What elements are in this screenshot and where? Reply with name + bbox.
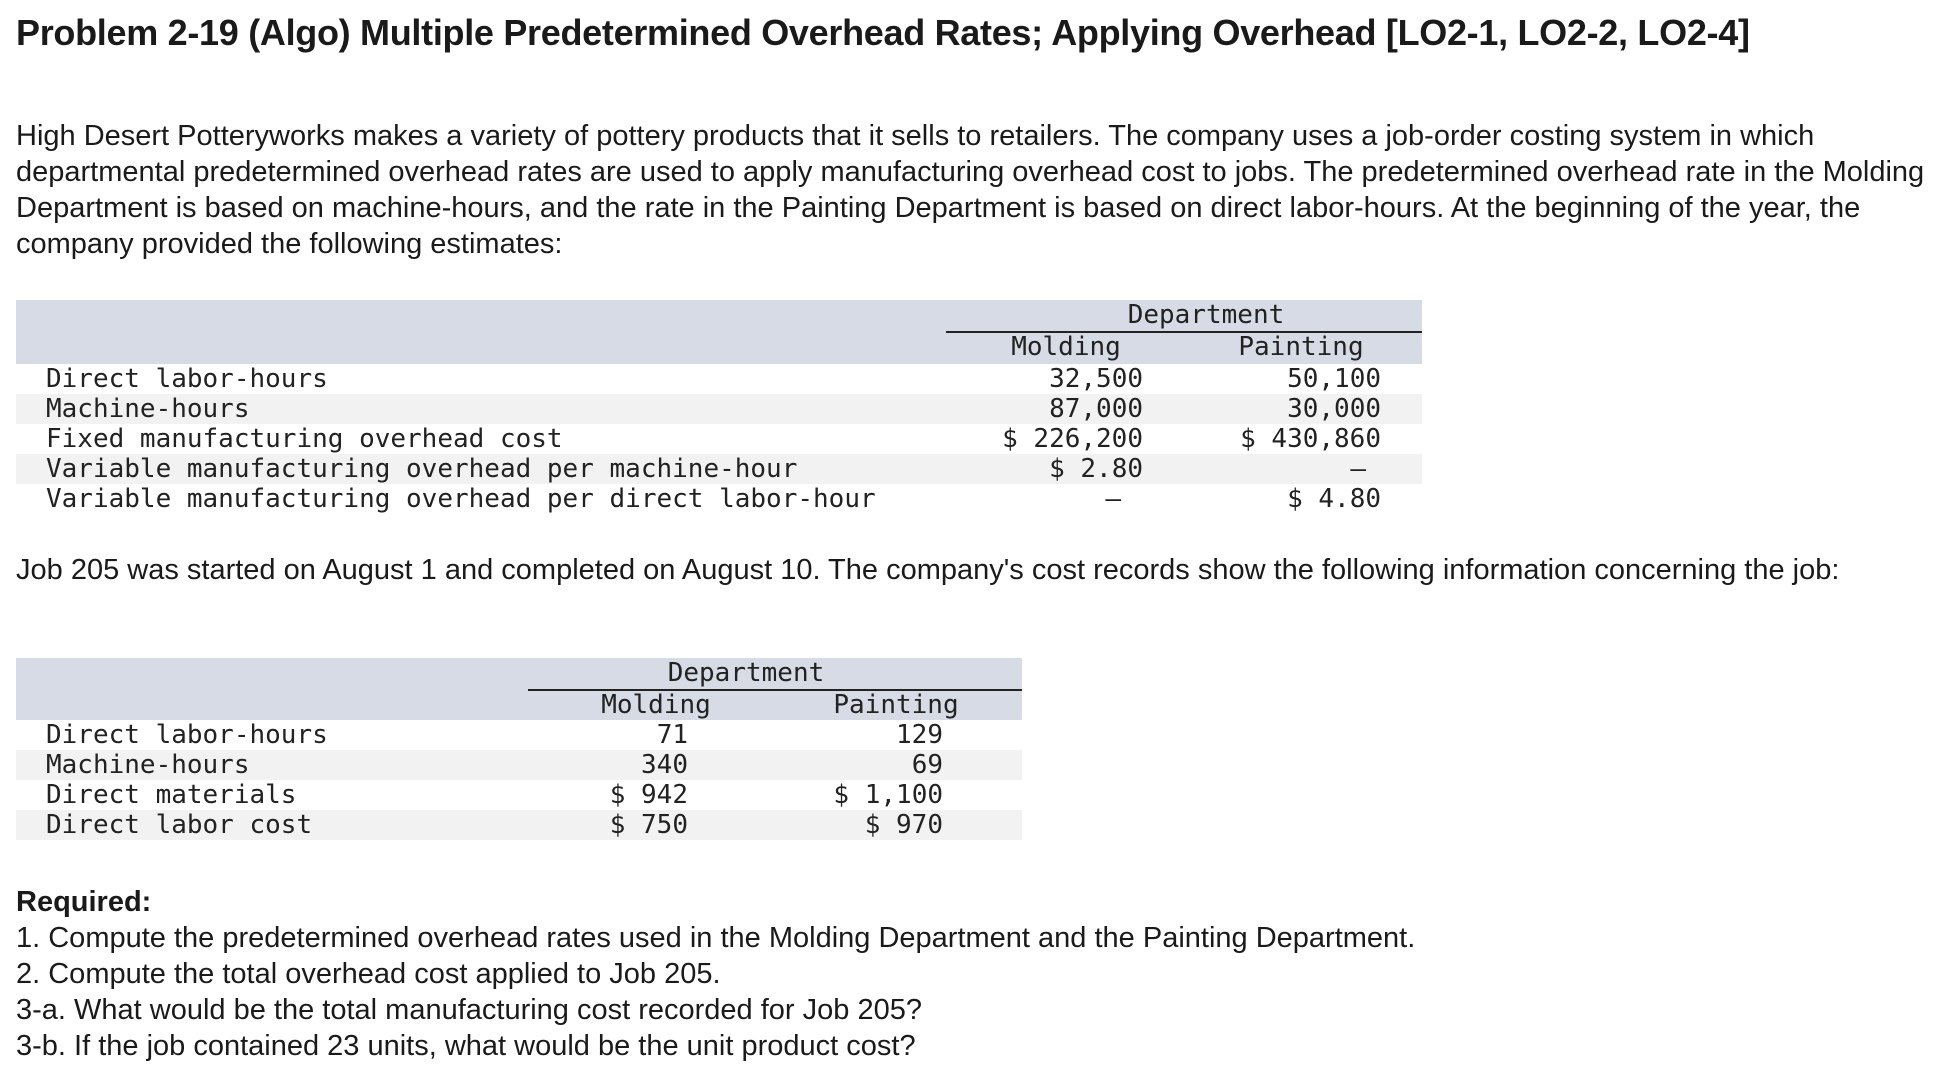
painting-value: $ 970 xyxy=(864,810,943,840)
row-label: Direct labor-hours xyxy=(46,720,328,750)
intro-paragraph: High Desert Potteryworks makes a variety of pottery products that it sells to retailers. The company uses a job-order costing system in which departmental predetermined overhead rates are used to apply manufacturing overhead cost to jobs. The predetermined overhead rate in the Molding Department is based on machine-hours, and the rate in the Painting Department is based on direct labor-hours. At the beginning of the year, the company provided the following estimates: xyxy=(16,120,1925,260)
painting-value: 69 xyxy=(911,750,943,780)
problem-title: Problem 2-19 (Algo) Multiple Predetermined Overhead Rates; Applying Overhead [LO2-1, LO2-2, LO2-4] xyxy=(16,12,1750,53)
molding-value: $ 226,200 xyxy=(1002,424,1143,454)
required-item: 2. Compute the total overhead cost applied to Job 205. xyxy=(16,958,721,990)
painting-value: 30,000 xyxy=(1287,394,1381,424)
required-heading: Required: xyxy=(16,886,152,918)
table-row xyxy=(16,364,1422,394)
required-section xyxy=(16,884,1928,1064)
row-label: Direct materials xyxy=(46,780,297,810)
molding-value: $ 750 xyxy=(609,810,688,840)
row-label: Variable manufacturing overhead per machine-hour xyxy=(46,454,798,484)
row-label: Direct labor cost xyxy=(46,810,313,840)
molding-value: 32,500 xyxy=(1049,364,1143,394)
job-col-painting: Painting xyxy=(833,690,959,720)
row-label: Direct labor-hours xyxy=(46,364,328,394)
painting-value: $ 1,100 xyxy=(833,780,943,810)
job-intro-paragraph: Job 205 was started on August 1 and completed on August 10. The company's cost records show the following information concerning the job: xyxy=(16,554,1840,586)
table-row xyxy=(16,810,1022,840)
required-item: 3-b. If the job contained 23 units, what would be the unit product cost? xyxy=(16,1030,916,1062)
table-row xyxy=(16,484,1422,514)
molding-value: 340 xyxy=(641,750,688,780)
painting-value: – xyxy=(1350,454,1366,484)
painting-value: 50,100 xyxy=(1287,364,1381,394)
molding-value: $ 942 xyxy=(609,780,688,810)
table-row xyxy=(16,454,1422,484)
molding-value: 71 xyxy=(656,720,688,750)
required-item: 1. Compute the predetermined overhead rates used in the Molding Department and the Painting Department. xyxy=(16,922,1416,954)
row-label: Variable manufacturing overhead per direct labor-hour xyxy=(46,484,876,514)
painting-value: 129 xyxy=(896,720,943,750)
job-col-molding: Molding xyxy=(601,690,711,720)
estimates-department-header: Department xyxy=(1127,300,1285,330)
estimates-table xyxy=(16,300,1436,520)
table-row xyxy=(16,394,1422,424)
painting-value: $ 4.80 xyxy=(1287,484,1381,514)
table-row xyxy=(16,424,1422,454)
required-item: 3-a. What would be the total manufacturing cost recorded for Job 205? xyxy=(16,994,922,1026)
table-row xyxy=(16,750,1022,780)
molding-value: – xyxy=(1105,484,1121,514)
molding-value: 87,000 xyxy=(1049,394,1143,424)
row-label: Fixed manufacturing overhead cost xyxy=(46,424,563,454)
row-label: Machine-hours xyxy=(46,394,250,424)
job-table xyxy=(16,658,1036,848)
row-label: Machine-hours xyxy=(46,750,250,780)
molding-value: $ 2.80 xyxy=(1049,454,1143,484)
estimates-col-molding: Molding xyxy=(1011,332,1121,362)
painting-value: $ 430,860 xyxy=(1240,424,1381,454)
table-row xyxy=(16,720,1022,750)
table-row xyxy=(16,780,1022,810)
job-department-header: Department xyxy=(667,658,825,688)
estimates-col-painting: Painting xyxy=(1238,332,1364,362)
